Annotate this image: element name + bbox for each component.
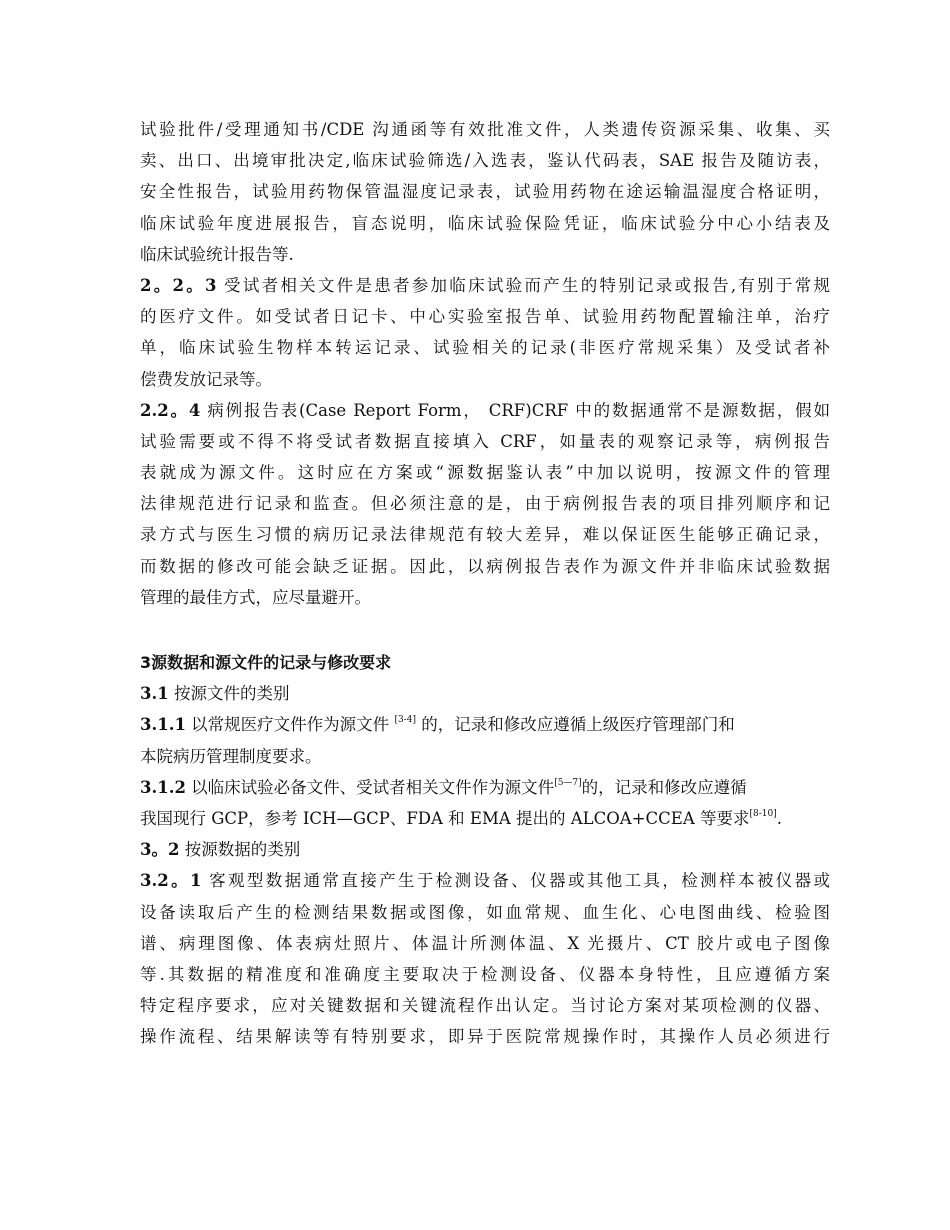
- text-line: [140, 709, 830, 740]
- text-line: 单，临床试验生物样本转运记录、试验相关的记录(非医疗常规采集）及受试者补: [140, 338, 830, 358]
- section-number: 3.1: [140, 684, 169, 704]
- text-line: 特定程序要求，应对关键数据和关键流程作出认定。当讨论方案对某项检测的仪器、: [140, 996, 830, 1016]
- text-line: 试验批件/受理通知书/CDE 沟通函等有效批准文件，人类遗传资源采集、收集、买: [140, 120, 830, 139]
- spacer: [140, 613, 830, 647]
- section-text: 按源数据的类别: [179, 840, 301, 860]
- text-line: 而数据的修改可能会缺乏证据。因此，以病例报告表作为源文件并非临床试验数据: [140, 556, 830, 576]
- text-line: 偿费发放记录等。: [140, 369, 272, 389]
- text-line: 表就成为源文件。这时应在方案或“源数据鉴认表”中加以说明，按源文件的管理: [140, 463, 830, 483]
- section-text: 的，记录和修改应遵循上级医疗管理部门和: [415, 715, 735, 735]
- text-line: [140, 395, 830, 426]
- document-page: [140, 114, 830, 1052]
- section-text: 客观型数据通常直接产生于检测设备、仪器或其他工具，检测样本被仪器或: [201, 871, 831, 891]
- section-number: 3.2。1: [140, 871, 202, 891]
- text-line: [140, 865, 830, 896]
- text-line: [140, 803, 830, 834]
- section-number: 2。2。3: [140, 275, 217, 295]
- section-number: 3.1.1: [140, 715, 186, 735]
- paragraph-essential-documents: [140, 114, 830, 270]
- text-line: 管理的最佳方式，应尽量避开。: [140, 587, 371, 607]
- subsection-3-2: [140, 834, 830, 865]
- text-line: [140, 772, 830, 803]
- section-number: 3。2: [140, 840, 180, 860]
- text-line: 的医疗文件。如受试者日记卡、中心实验室报告单、试验用药物配置输注单，治疗: [140, 307, 830, 327]
- section-number: 3.1.2: [140, 777, 186, 797]
- section-3-2-1: [140, 865, 830, 1052]
- text-line: 卖、出口、出境审批决定,临床试验筛选/入选表，鉴认代码表，SAE 报告及随访表，: [140, 151, 830, 171]
- section-3-1-2: [140, 772, 830, 834]
- text-line: 临床试验统计报告等.: [140, 244, 294, 264]
- section-heading: 3源数据和源文件的记录与修改要求: [140, 653, 392, 672]
- citation: [5—7]: [554, 777, 582, 788]
- text-line: 安全性报告，试验用药物保管温湿度记录表，试验用药物在途运输温湿度合格证明，: [140, 182, 830, 202]
- text-line: 设备读取后产生的检测结果数据或图像，如血常规、血生化、心电图曲线、检验图: [140, 902, 830, 922]
- text-line: 本院病历管理制度要求。: [140, 746, 322, 766]
- text-line: 谱、病理图像、体表病灶照片、体温计所测体温、X 光摄片、CT 胶片或电子图像: [140, 933, 830, 953]
- section-text: 以临床试验必备文件、受试者相关文件作为源文件: [185, 777, 555, 797]
- text-line: 法律规范进行记录和监查。但必须注意的是，由于病例报告表的项目排列顺序和记: [140, 494, 830, 514]
- section-2-2-3: [140, 270, 830, 395]
- section-3-1-1: [140, 709, 830, 771]
- section-text: 以常规医疗文件作为源文件: [185, 715, 395, 735]
- section-text: 按源文件的类别: [168, 684, 290, 704]
- text-line: 临床试验年度进展报告，盲态说明，临床试验保险凭证，临床试验分中心小结表及: [140, 213, 830, 233]
- section-text: .: [776, 808, 782, 828]
- section-text: 我国现行 GCP，参考 ICH—GCP、FDA 和 EMA 提出的 ALCOA+CCEA 等要求: [140, 808, 750, 828]
- citation: [8-10]: [749, 808, 777, 819]
- section-2-2-4: [140, 395, 830, 613]
- text-line: [140, 270, 830, 301]
- citation: [3-4]: [394, 715, 416, 726]
- text-line: 操作流程、结果解读等有特别要求，即异于医院常规操作时，其操作人员必须进行: [140, 1027, 830, 1047]
- text-line: 等.其数据的精准度和准确度主要取决于检测设备、仪器本身特性，且应遵循方案: [140, 964, 830, 984]
- section-text: 受试者相关文件是患者参加临床试验而产生的特别记录或报告,有别于常规: [216, 275, 830, 295]
- section-number: 2.2。4: [140, 400, 201, 420]
- section-text: 的，记录和修改应遵循: [581, 777, 747, 797]
- section-text: 病例报告表(Case Report Form， CRF)CRF 中的数据通常不是源数据，假如: [200, 400, 830, 420]
- text-line: 录方式与医生习惯的病历记录法律规范有较大差异，难以保证医生能够正确记录，: [140, 525, 830, 545]
- text-line: 试验需要或不得不将受试者数据直接填入 CRF，如量表的观察记录等，病例报告: [140, 431, 830, 451]
- subsection-3-1: [140, 678, 830, 709]
